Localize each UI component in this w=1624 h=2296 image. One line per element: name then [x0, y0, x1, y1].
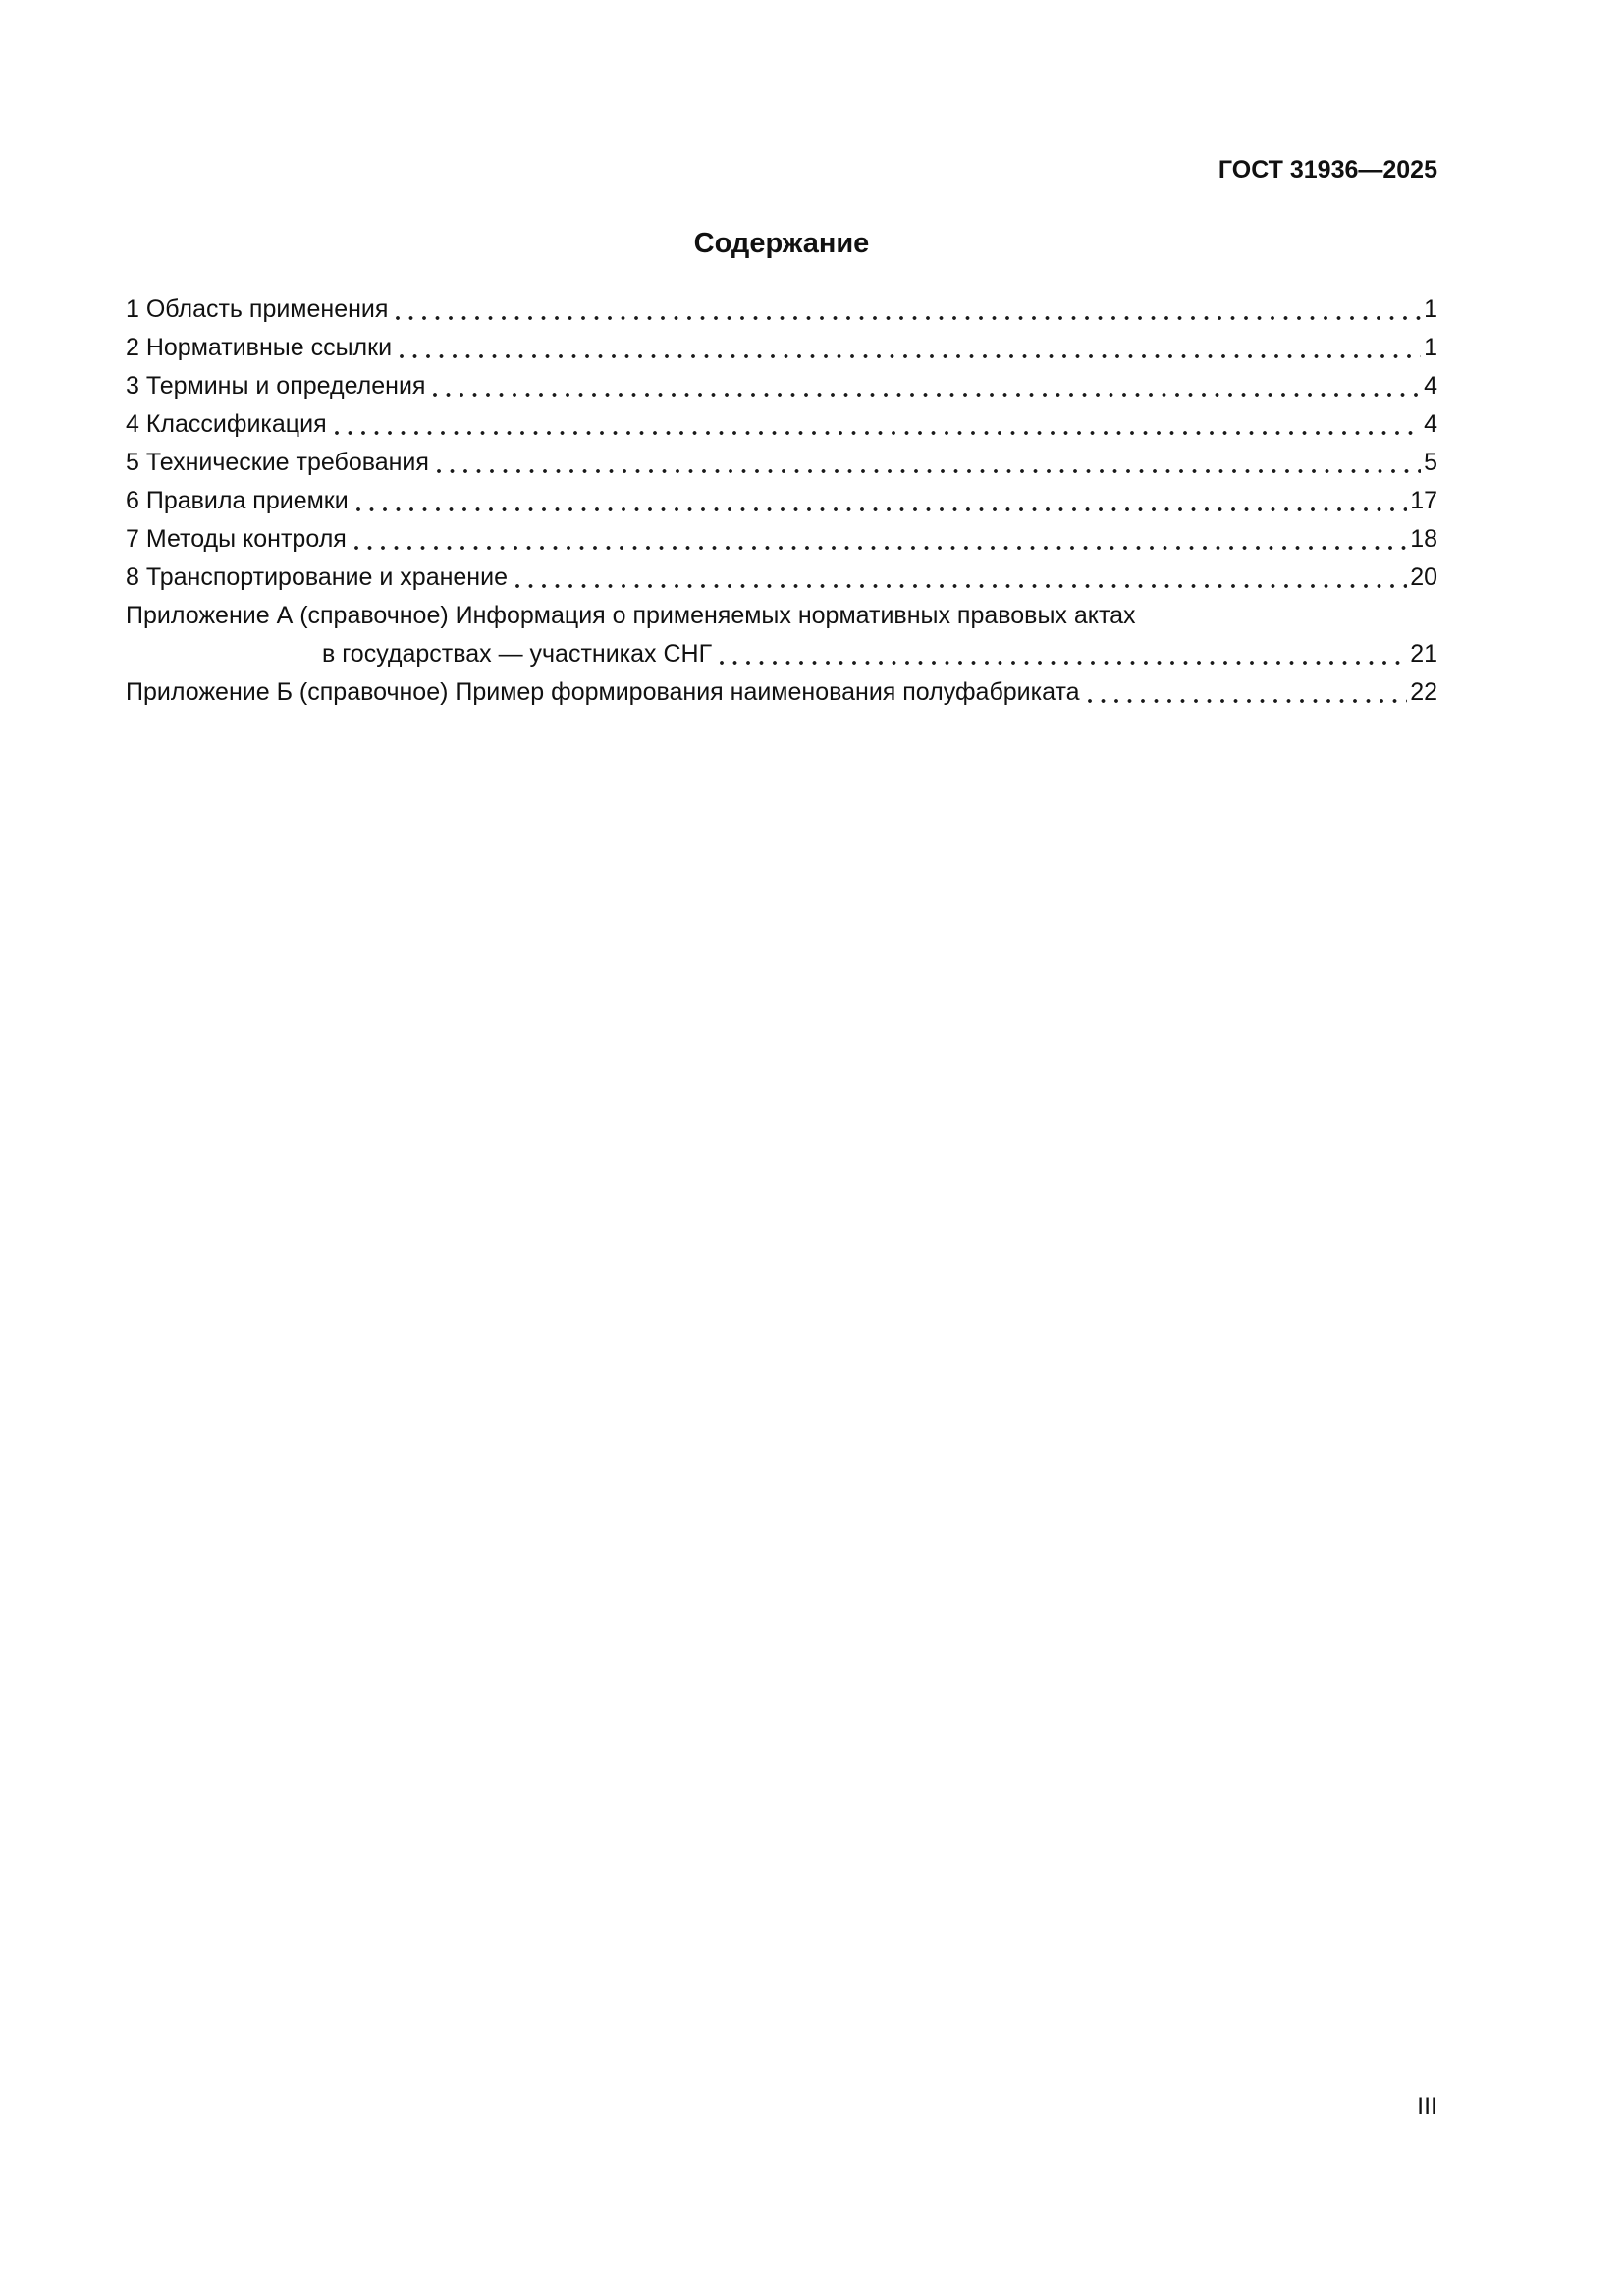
toc-entry-label: Приложение А (справочное) Информация о применяемых нормативных правовых актах [126, 602, 1136, 629]
toc-row [126, 444, 1437, 482]
toc-page-number: 1 [1424, 334, 1437, 361]
toc-page-number: 22 [1410, 678, 1437, 706]
toc-page-number: 1 [1424, 295, 1437, 323]
leader-dots [1080, 673, 1411, 712]
toc-row [126, 291, 1437, 329]
toc-page-number: 5 [1424, 449, 1437, 476]
toc-entry-label: Приложение Б (справочное) Пример формирования наименования полуфабриката [126, 678, 1080, 706]
leader-dots [1136, 597, 1437, 635]
toc-page-number: 18 [1410, 525, 1437, 553]
toc-row [126, 405, 1437, 444]
document-code-header: ГОСТ 31936—2025 [1218, 156, 1437, 184]
page-content [126, 155, 1437, 712]
leader-dots [327, 405, 1424, 444]
toc-entry-label: 8 Транспортирование и хранение [126, 563, 508, 591]
toc-row [126, 520, 1437, 559]
toc-entry-label: 5 Технические требования [126, 449, 429, 476]
toc-row-appendix-b [126, 673, 1437, 712]
toc-row [126, 559, 1437, 597]
leader-dots [508, 559, 1410, 597]
toc-entry-label: 4 Классификация [126, 410, 327, 438]
leader-dots [388, 291, 1424, 329]
leader-dots [712, 635, 1410, 673]
toc-entry-label: в государствах — участниках СНГ [322, 640, 713, 667]
leader-dots [429, 444, 1424, 482]
toc-page-number: 20 [1410, 563, 1437, 591]
toc-page-number: 4 [1424, 372, 1437, 400]
toc-page-number: 21 [1410, 640, 1437, 667]
toc-entry-label: 6 Правила приемки [126, 487, 349, 514]
page-title: Содержание [693, 228, 870, 259]
leader-dots [425, 367, 1424, 405]
toc-row-appendix-a-line1 [126, 597, 1437, 635]
toc-page-number: 17 [1410, 487, 1437, 514]
leader-dots [349, 482, 1410, 520]
toc-entry-label: 1 Область применения [126, 295, 389, 323]
toc-row [126, 367, 1437, 405]
table-of-contents [126, 291, 1437, 712]
toc-entry-label: 2 Нормативные ссылки [126, 334, 393, 361]
leader-dots [392, 329, 1424, 367]
toc-entry-label: 7 Методы контроля [126, 525, 347, 553]
toc-page-number: 4 [1424, 410, 1437, 438]
toc-row [126, 329, 1437, 367]
toc-row [126, 482, 1437, 520]
footer-page-number: III [1417, 2093, 1437, 2120]
toc-row-appendix-a-line2 [126, 635, 1437, 673]
leader-dots [347, 520, 1410, 559]
toc-entry-label: 3 Термины и определения [126, 372, 426, 400]
